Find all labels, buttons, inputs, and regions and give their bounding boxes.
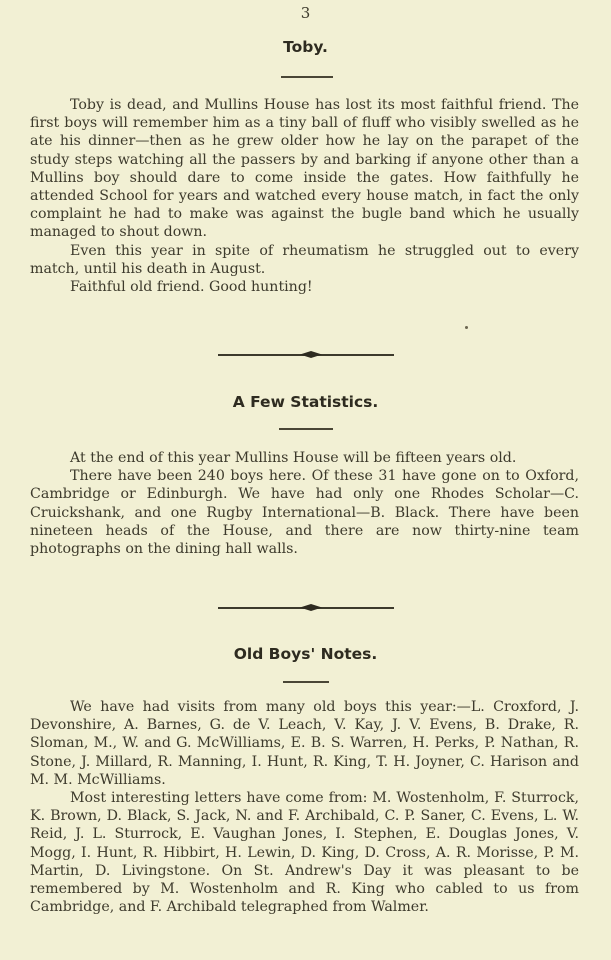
title-underline <box>279 428 333 430</box>
section-title-statistics: A Few Statistics. <box>232 393 379 411</box>
page-number: 3 <box>300 4 311 22</box>
section-body-toby <box>30 96 579 296</box>
section-body-old-boys-notes <box>30 698 579 916</box>
paragraph: Toby is dead, and Mullins House has lost its most faithful friend. The first boys will remember him as a tiny ball of fluff who visibly swelled as he ate his dinner—then as he grew older how he lay on the parapet of the study steps watching all the passers by and barking if anyone other than a Mullins boy should dare to come inside the gates. How faithfully he attended School for years and watched every house match, in fact the only complaint he had to make was against the bugle band which he usually managed to shout down. <box>30 97 579 241</box>
section-title-old-boys-notes: Old Boys' Notes. <box>233 645 378 663</box>
paragraph: At the end of this year Mullins House will be fifteen years old. <box>70 450 517 466</box>
section-title-toby: Toby. <box>283 38 328 56</box>
title-underline <box>283 681 329 683</box>
paragraph: Even this year in spite of rheumatism he struggled out to every match, until his death in August. <box>30 242 579 277</box>
section-divider-ornament <box>218 349 394 361</box>
print-speck <box>465 326 468 329</box>
section-body-statistics <box>30 449 579 558</box>
paragraph: There have been 240 boys here. Of these 31 have gone on to Oxford, Cambridge or Edinburgh. We have had only one Rhodes Scholar—C. Cruickshank, and one Rugby International—B. Black. There have been nineteen heads of the House, and there are now thirty-nine team photographs on the dining hall walls. <box>30 468 579 558</box>
paragraph: We have had visits from many old boys this year:—L. Croxford, J. Devonshire, A. Barnes, G. de V. Leach, V. Kay, J. V. Evens, B. Drake, R. Sloman, M., W. and G. McWilliams, E. B. S. Warren, H. Perks, P. Nathan, R. Stone, J. Millard, R. Manning, I. Hunt, R. King, T. H. Joyner, C. Harison and M. M. McWilliams. <box>30 699 579 788</box>
section-divider-ornament <box>218 602 394 614</box>
paragraph: Faithful old friend. Good hunting! <box>70 279 313 296</box>
title-underline <box>281 76 333 78</box>
paragraph: Most interesting letters have come from: M. Wostenholm, F. Sturrock, K. Brown, D. Black, S. Jack, N. and F. Archibald, C. P. Saner, C. Evens, L. W. Reid, J. L. Sturrock, E. Vaughan Jones, I. Stephen, E. Douglas Jones, V. Mogg, I. Hunt, R. Hibbirt, H. Lewin, D. King, D. Cross, A. R. Morisse, P. M. Martin, D. Livingstone. On St. Andrew's Day it was pleasant to be remembered by M. Wostenholm and R. King who cabled to us from Cambridge, and F. Archibald telegraphed from Walmer. <box>30 790 579 916</box>
